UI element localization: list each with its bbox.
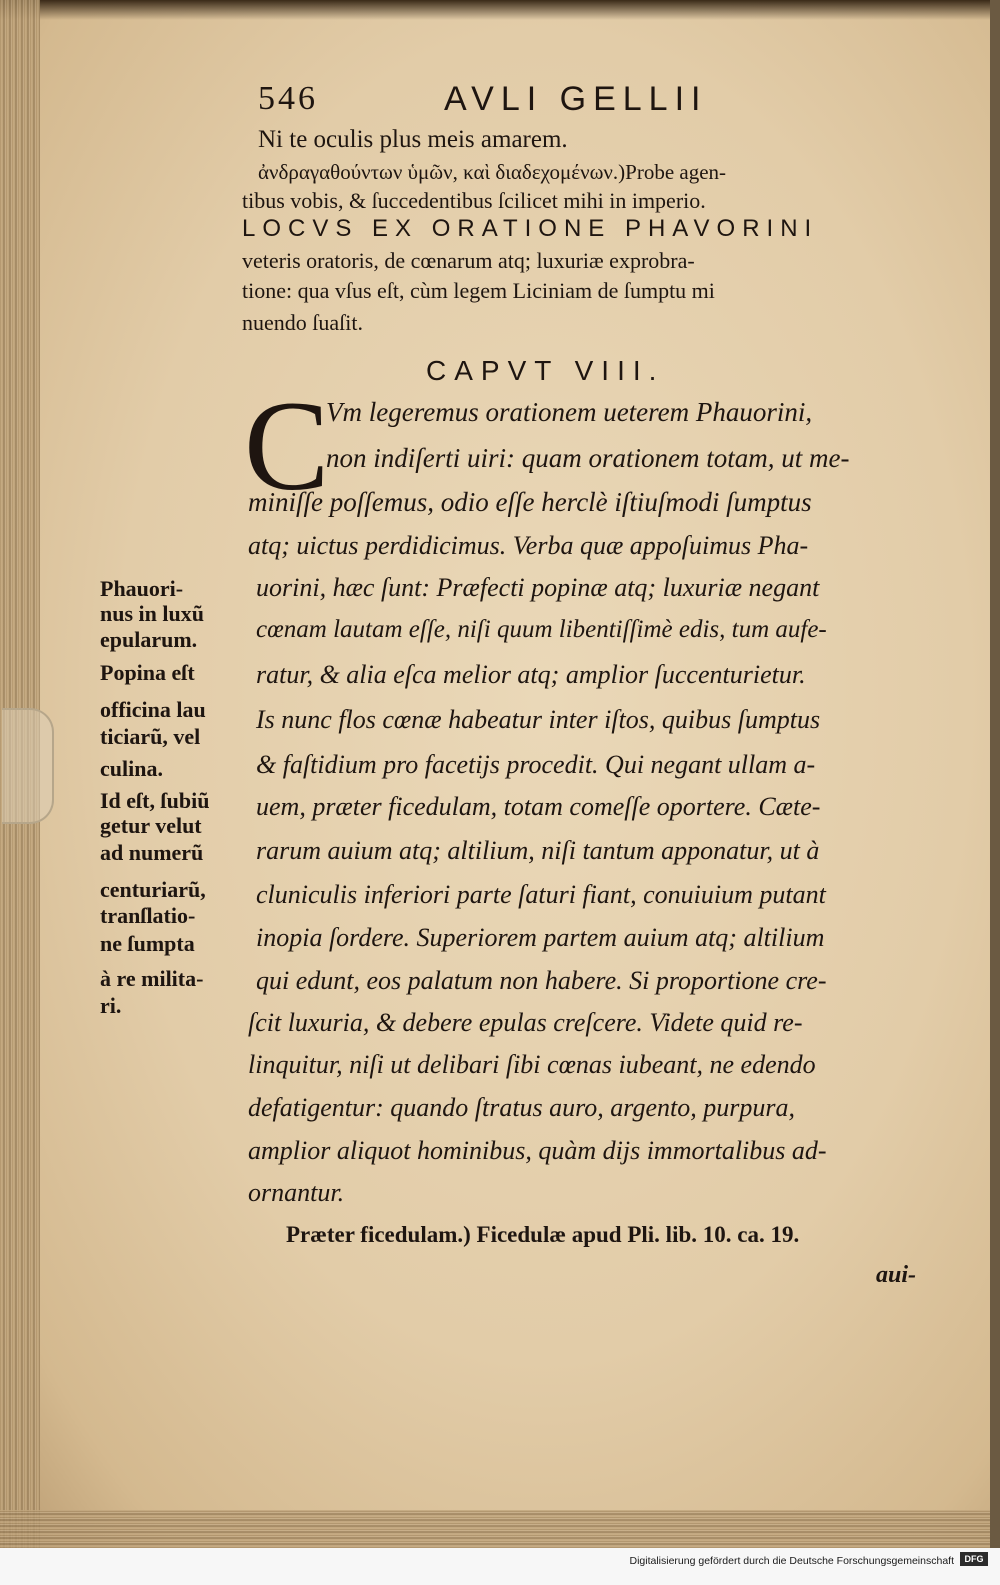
drop-cap: C [244, 375, 330, 517]
body-line: uem, præter ficedulam, totam comeſſe oportere. Cæte- [256, 792, 821, 821]
margin-note-line: Popina eſt [100, 660, 195, 685]
top-text-line: tione: qua vſus eſt, cùm legem Liciniam de ſumptu mi [242, 278, 715, 303]
body-line: rarum auium atq; altilium, niſi tantum apponatur, ut à [256, 836, 820, 865]
body-line: miniſſe poſſemus, odio eſſe herclè iſtiuſmodi ſumptus [248, 487, 812, 517]
top-text-line: LOCVS EX ORATIONE PHAVORINI [242, 215, 819, 242]
top-text-line: veteris oratoris, de cœnarum atq; luxuriæ exprobra- [242, 248, 695, 273]
top-text-line: tibus vobis, & ſuccedentibus ſcilicet mihi in imperio. [242, 188, 706, 213]
margin-note-line: epularum. [100, 627, 198, 652]
page-top-shadow [0, 0, 990, 20]
margin-note-line: Id eſt, ſubiũ [100, 788, 210, 813]
body-line: non indiſerti uiri: quam orationem totam, ut me- [326, 443, 850, 473]
body-line: linquitur, niſi ut delibari ſibi cœnas iubeant, ne edendo [248, 1050, 816, 1079]
book-clasp [2, 708, 54, 824]
top-text-line: Ni te oculis plus meis amarem. [258, 126, 568, 153]
margin-note-line: tranſlatio- [100, 903, 196, 928]
body-line: atq; uictus perdidicimus. Verba quæ appoſuimus Pha- [248, 531, 809, 560]
body-line: ſcit luxuria, & debere epulas creſcere. Videte quid re- [248, 1008, 803, 1037]
page-number: 546 [258, 80, 318, 117]
body-line: inopia ſordere. Superiorem partem auium atq; altilium [256, 923, 825, 952]
catchword: aui- [876, 1262, 917, 1288]
margin-note-line: culina. [100, 756, 163, 781]
page-bottom-edge [0, 1510, 990, 1548]
body-line: defatigentur: quando ſtratus auro, argento, purpura, [248, 1093, 795, 1122]
margin-note-line: à re milita- [100, 966, 204, 991]
margin-note-line: centuriarũ, [100, 877, 206, 902]
body-line: ratur, & alia eſca melior atq; amplior ſuccenturietur. [256, 660, 806, 689]
margin-note-line: nus in luxũ [100, 601, 204, 626]
running-title: AVLI GELLII [444, 80, 708, 118]
body-line: amplior aliquot hominibus, quàm dijs immortalibus ad- [248, 1136, 827, 1165]
body-line: Is nunc flos cœnæ habeatur inter iſtos, quibus ſumptus [256, 705, 821, 734]
margin-note-line: Phauori- [100, 576, 184, 601]
top-text-line: ἀνδραγαθούντων ὑμῶν, καὶ διαδεχομένων.)Probe agen- [258, 160, 727, 184]
body-line: & faſtidium pro facetijs procedit. Qui negant ullam a- [256, 750, 816, 779]
body-line: uorini, hæc ſunt: Præfecti popinæ atq; luxuriæ negant [256, 573, 820, 602]
dfg-logo: DFG [960, 1552, 988, 1566]
chapter-heading: CAPVT VIII. [426, 355, 665, 386]
margin-note-line: officina lau [100, 697, 206, 722]
body-line: cœnam lautam eſſe, niſi quum libentiſſimè edis, tum aufe- [256, 616, 827, 643]
running-head [258, 80, 728, 130]
top-text-line: nuendo ſuaſit. [242, 310, 363, 335]
body-line: cluniculis inferiori parte ſaturi fiant, conuiuium putant [256, 880, 826, 909]
margin-note-line: getur velut [100, 813, 202, 838]
margin-note-line: ne ſumpta [100, 931, 195, 956]
body-line: Vm legeremus orationem ueterem Phauorini, [326, 397, 813, 427]
margin-note-line: ad numerũ [100, 840, 204, 865]
margin-note-line: ticiarũ, vel [100, 724, 201, 749]
commentary-note: Præter ficedulam.) Ficedulæ apud Pli. lib. 10. ca. 19. [286, 1222, 800, 1247]
funding-credit: Digitalisierung gefördert durch die Deutsche Forschungsgemeinschaft [629, 1555, 954, 1567]
margin-note-line: ri. [100, 993, 122, 1018]
body-line: qui edunt, eos palatum non habere. Si proportione cre- [256, 966, 827, 995]
body-line: ornantur. [248, 1178, 345, 1207]
